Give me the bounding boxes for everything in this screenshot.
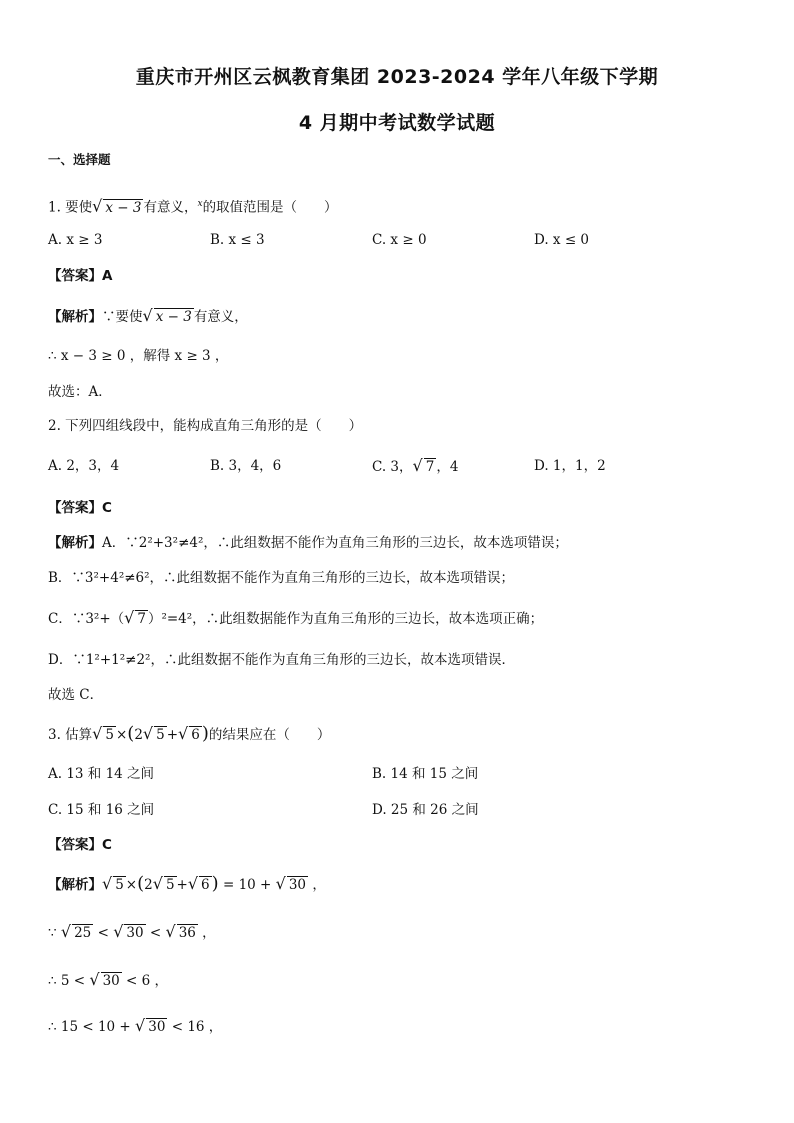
q3-a-rad-5b: 5 (165, 877, 175, 893)
q3-paren-close: ) (201, 723, 209, 744)
q3-a-two: 2 (144, 877, 153, 893)
sqrt-symbol: √ (165, 922, 176, 941)
q3-rad-36: 36 (178, 925, 196, 941)
q3-rad-5b: 5 (156, 727, 165, 743)
q3-a-eq: = 10 + (218, 877, 276, 893)
q2-analysis-c (48, 608, 543, 629)
q3-two: 2 (134, 727, 143, 743)
therefore-symbol: ∴ (48, 1019, 57, 1035)
sqrt-symbol: √ (124, 608, 135, 627)
sqrt-symbol: √ (92, 724, 103, 743)
q3-stem (48, 724, 330, 745)
q1-analysis-post: 有意义， (193, 309, 248, 325)
q1-stem-pre: 1. 要使 (48, 199, 93, 216)
q2-option-b: B. 3，4，6 (210, 458, 282, 474)
q3-a-paren-open: ( (137, 873, 145, 894)
q3-option-d: D. 25 和 26 之间 (372, 802, 479, 818)
q3-option-a: A. 13 和 14 之间 (48, 766, 155, 782)
q3-step4-b: < 16 ， (167, 1019, 223, 1035)
q3-plus: + (166, 727, 179, 743)
q1-stem (48, 194, 338, 218)
q3-a-paren-close: ) (211, 873, 219, 894)
q3-lt-2: < (145, 925, 166, 941)
q2-line-c-post: ）²=4²，∴此组数据能作为直角三角形的三边长，故本选项正确； (147, 611, 544, 627)
q3-rad-6: 6 (191, 727, 200, 743)
q3-analysis-label: 【解析】 (48, 877, 102, 893)
q2-analysis-b: B．∵3²+4²≠6²，∴此组数据不能作为直角三角形的三边长，故本选项错误； (48, 570, 515, 586)
section-heading: 一、选择题 (48, 152, 111, 167)
sqrt-symbol: √ (92, 196, 103, 216)
title-line-2: 4 月期中考试数学试题 (298, 112, 496, 134)
q2-option-d: D. 1，1，2 (534, 458, 606, 474)
q1-analysis-1 (48, 306, 248, 327)
sqrt-symbol: √ (113, 922, 124, 941)
sqrt-symbol: √ (102, 874, 113, 893)
q1-analysis-radicand: x − 3 (155, 309, 192, 325)
q2-option-c-radicand: 7 (425, 459, 435, 475)
q3-rad-25: 25 (74, 925, 92, 941)
sqrt-symbol: √ (178, 724, 189, 743)
q1-stem-mid: 有意义， (143, 199, 198, 216)
q2-analysis-d: D．∵1²+1²≠2²，∴此组数据不能作为直角三角形的三边长，故本选项错误． (48, 652, 515, 668)
q3-analysis-3 (48, 970, 168, 991)
q1-analysis-pre: ∵要使 (102, 309, 143, 325)
q3-times: × (115, 727, 128, 743)
q2-line-a: A．∵2²+3²≠4²，∴此组数据不能作为直角三角形的三边长，故本选项错误； (102, 535, 568, 551)
title-line-1: 重庆市开州区云枫教育集团 2023-2024 学年八年级下学期 (135, 66, 659, 88)
q2-answer: 【答案】C (48, 500, 112, 516)
sqrt-symbol: √ (187, 874, 199, 893)
q1-option-d: D. x ≤ 0 (534, 232, 590, 248)
q3-paren-open: ( (127, 723, 135, 744)
q3-a-plus: + (176, 877, 188, 893)
q1-stem-post: 的取值范围是（ ） (202, 199, 338, 216)
q3-stem-post: 的结果应在（ ） (208, 727, 331, 743)
q3-answer: 【答案】C (48, 837, 112, 853)
q3-step4-rad: 30 (148, 1019, 166, 1035)
q3-stem-pre: 3. 估算 (48, 727, 93, 743)
q1-option-c: C. x ≥ 0 (372, 232, 427, 248)
q3-option-c: C. 15 和 16 之间 (48, 802, 155, 818)
q3-a-rad-30: 30 (288, 877, 307, 893)
q3-a-times: × (125, 877, 138, 893)
q2-line-c-pre: C．∵3²+（ (48, 611, 125, 627)
q2-option-a: A. 2，3，4 (48, 458, 120, 474)
sqrt-symbol: √ (135, 1016, 146, 1035)
q3-analysis-2 (48, 922, 216, 943)
q2-option-c-pre: C. 3， (372, 459, 413, 475)
sqrt-symbol: √ (89, 970, 100, 989)
q3-comma-2: ， (197, 925, 216, 941)
q1-var: x (197, 199, 203, 209)
q1-option-b: B. x ≤ 3 (210, 232, 265, 248)
q3-step3-rad: 30 (102, 973, 120, 989)
q1-answer: 【答案】A (48, 268, 113, 284)
q3-a-comma: ， (308, 877, 326, 893)
q3-option-b: B. 14 和 15 之间 (372, 766, 479, 782)
sqrt-symbol: √ (142, 306, 153, 325)
sqrt-symbol: √ (142, 724, 154, 743)
q3-rad-5: 5 (105, 727, 114, 743)
sqrt-symbol: √ (275, 874, 286, 893)
q2-stem: 2. 下列四组线段中，能构成直角三角形的是（ ） (48, 418, 363, 434)
sqrt-symbol: √ (412, 456, 423, 475)
q2-line-c-radicand: 7 (137, 611, 146, 627)
sqrt-symbol: √ (152, 874, 163, 893)
q3-step4-a: 15 < 10 + (60, 1019, 136, 1035)
q1-analysis-label: 【解析】 (48, 309, 102, 325)
q3-analysis-4 (48, 1016, 222, 1037)
q2-option-c-post: ，4 (436, 459, 459, 475)
q3-rad-30: 30 (126, 925, 144, 941)
because-symbol: ∵ (48, 925, 57, 941)
q3-analysis-1 (48, 874, 326, 895)
q3-a-rad-6: 6 (201, 877, 210, 893)
q2-analysis-label: 【解析】 (48, 535, 102, 551)
therefore-symbol: ∴ (48, 973, 57, 989)
q1-radicand: x − 3 (105, 199, 142, 216)
q3-lt-1: < (93, 925, 114, 941)
q3-a-rad-5: 5 (115, 877, 124, 893)
q2-analysis-a (48, 533, 568, 553)
q3-step3-a: 5 < (60, 973, 90, 989)
sqrt-symbol: √ (60, 922, 72, 941)
q1-option-a: A. x ≥ 3 (48, 232, 103, 248)
q1-analysis-2: ∴ x − 3 ≥ 0 ，解得 x ≥ 3 ， (48, 348, 229, 364)
q1-conclusion: 故选：A． (48, 384, 112, 400)
q2-conclusion: 故选 C． (48, 687, 104, 703)
q2-option-c (372, 456, 458, 477)
q3-step3-b: < 6 ， (121, 973, 169, 989)
